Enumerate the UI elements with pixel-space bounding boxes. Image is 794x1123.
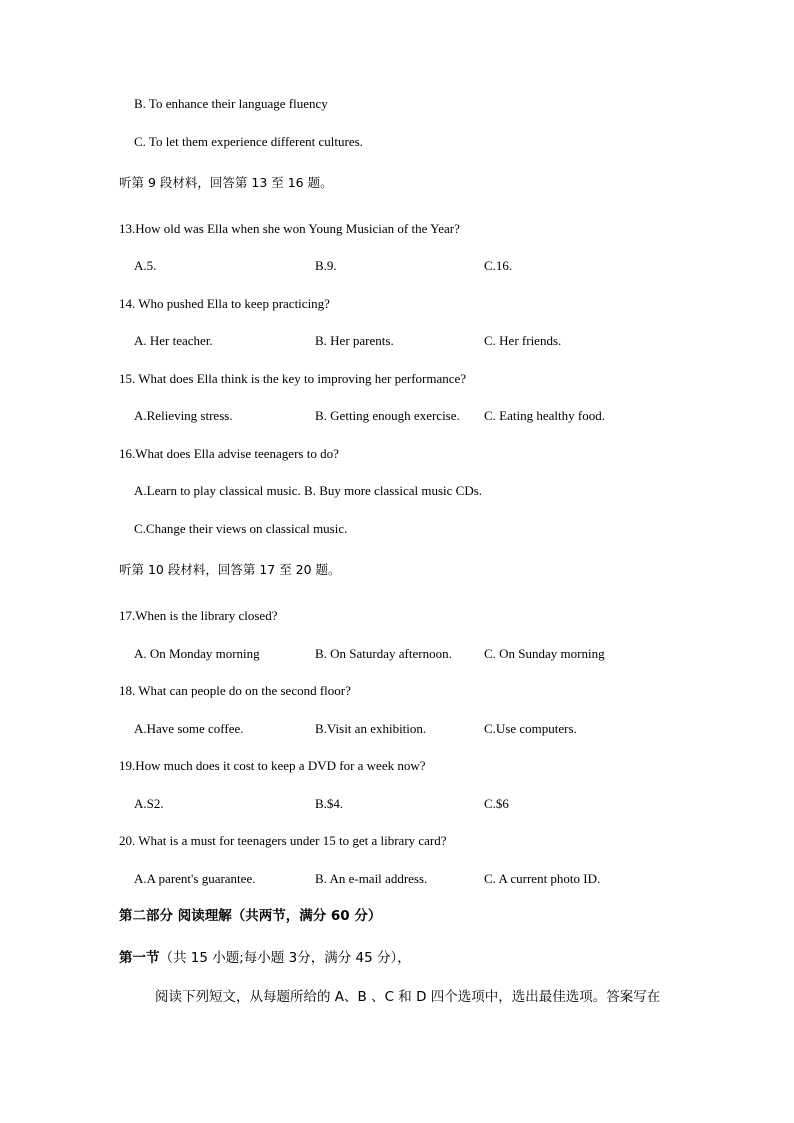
part-2-title: 第二部分 阅读理解（共两节，满分 60 分） — [119, 908, 382, 924]
option-a-b: A.Learn to play classical music. B. Buy more classical music CDs. — [134, 483, 483, 498]
option-c: C.Use computers. — [484, 721, 577, 736]
option-c: C. A current photo ID. — [484, 871, 601, 886]
option-a: A.5. — [134, 258, 157, 273]
option-c: C.Change their views on classical music. — [134, 521, 348, 536]
question-text: 18. What can people do on the second floor? — [119, 683, 351, 698]
option-a: A.A parent's guarantee. — [134, 871, 256, 886]
section-9-heading: 听第 9 段材料，回答第 13 至 16 题。 — [119, 175, 333, 190]
question-text: 13.How old was Ella when she won Young Musician of the Year? — [119, 221, 460, 236]
option-a: A.Relieving stress. — [134, 408, 233, 423]
section-10-heading: 听第 10 段材料，回答第 17 至 20 题。 — [119, 562, 341, 577]
question-text: 20. What is a must for teenagers under 15 to get a library card? — [119, 833, 447, 848]
option-b: B.9. — [315, 258, 337, 273]
question-text: 17.When is the library closed? — [119, 608, 278, 623]
section-1-title: 第一节 — [119, 950, 160, 966]
option-a: A.S2. — [134, 796, 164, 811]
option-c: C. Her friends. — [484, 333, 562, 348]
question-text: 16.What does Ella advise teenagers to do? — [119, 446, 339, 461]
option-b: B. An e-mail address. — [315, 871, 428, 886]
reading-instruction: 阅读下列短文，从每题所给的 A、B 、C 和 D 四个选项中，选出最佳选项。答案写在 — [155, 989, 661, 1005]
option-a: A. On Monday morning — [134, 646, 260, 661]
option-b: B. On Saturday afternoon. — [315, 646, 452, 661]
option-c: C. To let them experience different cultures. — [134, 134, 363, 149]
option-c: C. On Sunday morning — [484, 646, 605, 661]
section-1-note: （共 15 小题;每小题 3分，满分 45 分）， — [159, 950, 411, 966]
question-text: 14. Who pushed Ella to keep practicing? — [119, 296, 330, 311]
option-c: C.16. — [484, 258, 513, 273]
section-1-heading — [119, 950, 411, 966]
option-c: C.$6 — [484, 796, 509, 811]
option-a: A.Have some coffee. — [134, 721, 244, 736]
option-b: B. To enhance their language fluency — [134, 96, 328, 111]
option-b: B. Getting enough exercise. — [315, 408, 460, 423]
option-c: C. Eating healthy food. — [484, 408, 605, 423]
option-b: B.Visit an exhibition. — [315, 721, 427, 736]
option-a: A. Her teacher. — [134, 333, 213, 348]
option-b: B. Her parents. — [315, 333, 394, 348]
option-b: B.$4. — [315, 796, 344, 811]
question-text: 19.How much does it cost to keep a DVD for a week now? — [119, 758, 426, 773]
question-text: 15. What does Ella think is the key to improving her performance? — [119, 371, 467, 386]
